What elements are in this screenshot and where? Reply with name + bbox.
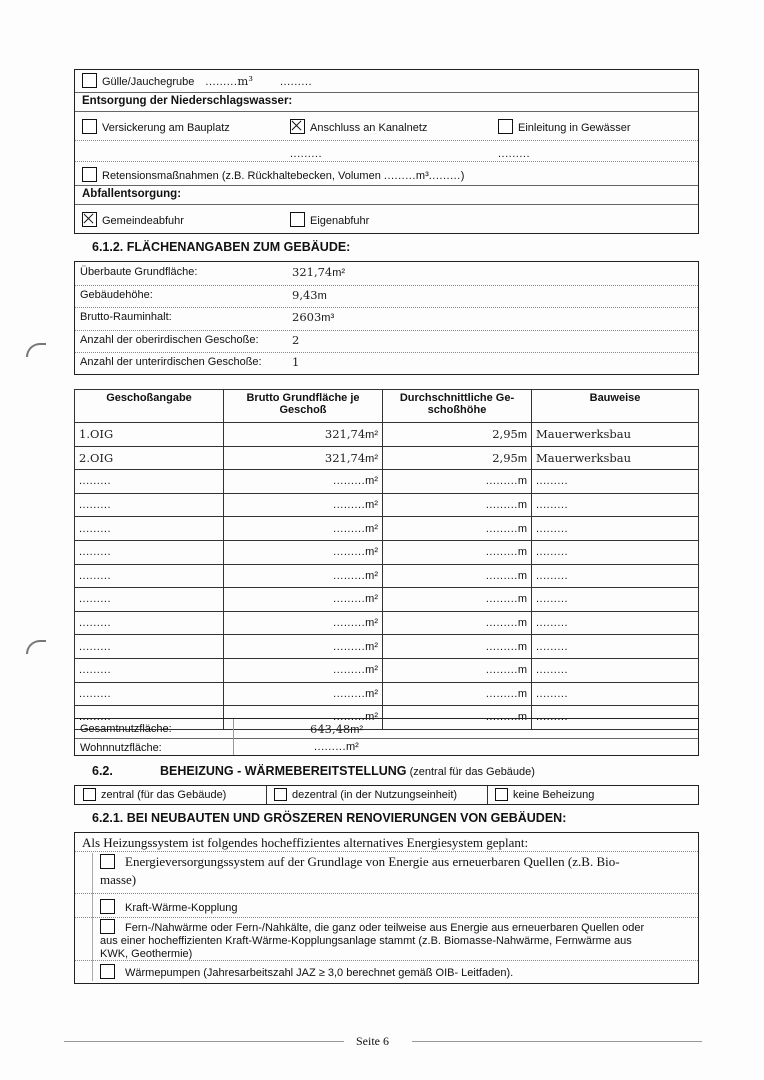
- floor-name-cell: [75, 517, 224, 541]
- waermepumpe-label: Wärmepumpen (Jahresarbeitszahl JAZ ≥ 3,0 berechnet gemäß OIB- Leitfaden).: [125, 967, 514, 979]
- floor-name-cell: [75, 611, 224, 635]
- gesamt-value: 643,48: [310, 722, 351, 736]
- floor-area-unit: m²: [365, 687, 378, 700]
- floor-area-unit: m²: [365, 617, 378, 630]
- wohn-unit: m²: [346, 741, 359, 753]
- floor-bauweise: .........: [536, 687, 569, 700]
- fernwaerme-label-line1: Fern-/Nahwärme oder Fern-/Nahkälte, die ganz oder teilweise aus Energie aus erneuerbaren Quellen oder: [125, 922, 645, 934]
- section-621-title: 6.2.1. BEI NEUBAUTEN UND GRÖSZEREN RENOVIERUNGEN VON GEBÄUDEN:: [92, 811, 567, 825]
- floor-bauweise: .........: [536, 711, 569, 724]
- floor-area-unit: m²: [365, 569, 378, 582]
- gewaesser-checkbox[interactable]: [498, 119, 513, 134]
- area-row-value: 2: [292, 332, 300, 347]
- kanalnetz-option[interactable]: [290, 119, 427, 134]
- floor-area-unit: m²: [365, 475, 378, 488]
- floor-row: [75, 682, 699, 706]
- floor-height-unit: m: [517, 687, 527, 700]
- gemeinde-checkbox-checked[interactable]: [82, 212, 97, 227]
- floor-height: .........: [485, 640, 518, 653]
- floor-area: .........: [333, 499, 366, 512]
- area-row-label: Überbaute Grundfläche:: [80, 266, 198, 278]
- floor-row: [75, 470, 699, 494]
- kanalnetz-dots: .........: [290, 148, 323, 160]
- floor-area-unit: m²: [365, 711, 378, 724]
- header-brutto: Brutto Grundfläche je Geschoß: [224, 390, 383, 423]
- floor-area-unit: m²: [365, 664, 378, 677]
- floor-height-cell: [383, 635, 532, 659]
- page-number: Seite 6: [356, 1034, 389, 1048]
- floor-bauweise: .........: [536, 546, 569, 559]
- floor-bauweise-cell: [532, 470, 699, 494]
- floor-height-cell: [383, 423, 532, 447]
- versickerung-option[interactable]: [82, 119, 230, 134]
- energy-option-renewable[interactable]: [100, 853, 690, 889]
- floor-name: 2.OIG: [79, 450, 114, 465]
- floor-height: .........: [485, 522, 518, 535]
- gewaesser-dots: .........: [498, 148, 531, 160]
- floor-name: 1.OIG: [79, 427, 114, 442]
- floor-height: .........: [485, 499, 518, 512]
- kwk-checkbox[interactable]: [100, 899, 115, 914]
- heizung-zentral-checkbox[interactable]: [83, 788, 96, 801]
- heizung-keine-label: keine Beheizung: [513, 789, 595, 801]
- floor-area-cell: [224, 588, 383, 612]
- floor-height-unit: m: [517, 522, 527, 535]
- floor-height-cell: [383, 493, 532, 517]
- area-row: [80, 311, 172, 323]
- floor-name: .........: [79, 640, 112, 653]
- floor-area-cell: [224, 493, 383, 517]
- floor-bauweise-cell: [532, 517, 699, 541]
- floor-area-unit: m²: [365, 546, 378, 559]
- floor-area: .........: [333, 475, 366, 488]
- floor-row: [75, 446, 699, 470]
- guelle-unit: m³: [237, 74, 253, 88]
- retension-volume-dots: .........: [383, 170, 416, 182]
- floor-name-cell: [75, 682, 224, 706]
- wohn-value: .........: [314, 741, 347, 753]
- gemeinde-label: Gemeindeabfuhr: [102, 215, 184, 227]
- floor-bauweise-cell: [532, 588, 699, 612]
- kanalnetz-checkbox-checked[interactable]: [290, 119, 305, 134]
- guelle-checkbox[interactable]: [82, 73, 97, 88]
- floor-name-cell: [75, 635, 224, 659]
- floor-area-unit: m²: [365, 522, 378, 535]
- area-row-value: 1: [292, 355, 300, 370]
- floor-bauweise-cell: [532, 564, 699, 588]
- floor-bauweise: .........: [536, 617, 569, 630]
- floor-area: .........: [333, 664, 366, 677]
- floor-bauweise-cell: [532, 446, 699, 470]
- header-hoehe: Durchschnittliche Ge-schoßhöhe: [383, 390, 532, 423]
- heizung-keine-checkbox[interactable]: [495, 788, 508, 801]
- waermepumpe-checkbox[interactable]: [100, 964, 115, 979]
- floor-height-cell: [383, 446, 532, 470]
- floor-name: .........: [79, 569, 112, 582]
- gesamt-unit: m²: [350, 724, 364, 736]
- energy-option-fernwaerme[interactable]: [100, 919, 694, 961]
- floor-height-cell: [383, 588, 532, 612]
- floor-bauweise: Mauerwerksbau: [536, 450, 631, 465]
- floor-bauweise-cell: [532, 493, 699, 517]
- gesamt-label: Gesamtnutzfläche:: [80, 723, 172, 735]
- guelle-extra-dots: .........: [280, 76, 313, 88]
- floor-bauweise-cell: [532, 540, 699, 564]
- floor-area: 321,74: [324, 427, 366, 442]
- section-62-heading: [160, 764, 535, 778]
- binder-hole-mark: [26, 343, 46, 357]
- fernwaerme-checkbox[interactable]: [100, 919, 115, 934]
- guelle-dots: .........: [205, 76, 238, 88]
- gesamt-value-field: [310, 722, 363, 736]
- area-row-label: Gebäudehöhe:: [80, 288, 153, 301]
- floor-row: [75, 423, 699, 447]
- header-geschoss: Geschoßangabe: [75, 390, 224, 423]
- area-row: [80, 356, 262, 368]
- floor-height: .........: [485, 664, 518, 677]
- wohn-value-field: [314, 741, 359, 753]
- area-row: [80, 334, 259, 346]
- floor-area-cell: [224, 540, 383, 564]
- renewable-label-line2: masse): [100, 872, 137, 887]
- floor-name: .........: [79, 499, 112, 512]
- floor-area-cell: [224, 517, 383, 541]
- floor-height: .........: [485, 687, 518, 700]
- floor-area-cell: [224, 658, 383, 682]
- retension-checkbox[interactable]: [82, 167, 97, 182]
- floor-area: .........: [333, 546, 366, 559]
- floor-bauweise-cell: [532, 682, 699, 706]
- floor-row: [75, 564, 699, 588]
- floor-height-unit: m: [517, 452, 527, 465]
- floor-area: .........: [333, 593, 366, 606]
- retension-close-paren: ): [460, 170, 465, 182]
- floor-area: .........: [333, 569, 366, 582]
- floor-height-unit: m: [517, 711, 527, 724]
- floor-name-cell: [75, 564, 224, 588]
- floor-height-unit: m: [517, 640, 527, 653]
- floor-height-cell: [383, 682, 532, 706]
- floor-height-unit: m: [517, 569, 527, 582]
- renewable-label-line1: Energieversorgungssystem auf der Grundlage von Energie aus erneuerbaren Quellen (z.B. Bio-: [125, 854, 620, 869]
- floor-row: [75, 517, 699, 541]
- floor-area-unit: m²: [365, 452, 378, 465]
- retension-label: Retensionsmaßnahmen (z.B. Rückhaltebecken, Volumen: [102, 170, 381, 182]
- floor-name-cell: [75, 446, 224, 470]
- floor-name-cell: [75, 493, 224, 517]
- floor-name: .........: [79, 711, 112, 724]
- area-row: [80, 266, 197, 278]
- floor-height: .........: [485, 475, 518, 488]
- floor-name: .........: [79, 687, 112, 700]
- floor-area-unit: m²: [365, 593, 378, 606]
- floor-bauweise-cell: [532, 423, 699, 447]
- floor-name: .........: [79, 546, 112, 559]
- floor-area-cell: [224, 470, 383, 494]
- section-612-title: 6.1.2. FLÄCHENANGABEN ZUM GEBÄUDE:: [92, 240, 351, 254]
- floor-height-cell: [383, 540, 532, 564]
- area-row-value-field: [292, 333, 299, 347]
- area-row-value: 9,43: [292, 287, 318, 302]
- area-row-label: Anzahl der unterirdischen Geschoße:: [80, 356, 262, 369]
- floor-height: .........: [485, 546, 518, 559]
- area-row-value-field: [292, 310, 334, 324]
- fernwaerme-label-line2: aus einer hocheffizienten Kraft-Wärme-Kopplungsanlage stammt (z.B. Biomasse-Nahwärme, Fernwärme aus: [100, 935, 632, 947]
- heizung-keine-option[interactable]: [495, 788, 594, 801]
- floor-bauweise-cell: [532, 658, 699, 682]
- floor-area: .........: [333, 640, 366, 653]
- energy-option-waermepumpe[interactable]: [100, 964, 513, 979]
- floor-height: .........: [485, 711, 518, 724]
- area-row-value: 321,74: [292, 265, 333, 279]
- floor-name-cell: [75, 658, 224, 682]
- disposal-section-frame: [74, 69, 699, 234]
- floor-name-cell: [75, 470, 224, 494]
- retension-option[interactable]: [82, 167, 464, 182]
- floor-bauweise: .........: [536, 640, 569, 653]
- header-bauweise: Bauweise: [532, 390, 699, 423]
- heizung-zentral-label: zentral (für das Gebäude): [101, 789, 227, 801]
- section-62-title: BEHEIZUNG - WÄRMEBEREITSTELLUNG: [160, 764, 407, 778]
- floor-bauweise-cell: [532, 611, 699, 635]
- floor-row: [75, 658, 699, 682]
- floor-bauweise-cell: [532, 635, 699, 659]
- floor-height-unit: m: [517, 546, 527, 559]
- area-row-unit: m³: [321, 312, 335, 325]
- area-row-value-field: [292, 288, 327, 302]
- eigen-checkbox[interactable]: [290, 212, 305, 227]
- versickerung-label: Versickerung am Bauplatz: [102, 122, 230, 134]
- section-62-number: 6.2.: [92, 764, 113, 778]
- area-row-label: Anzahl der oberirdischen Geschoße:: [80, 333, 259, 346]
- area-row-value-field: [292, 355, 299, 369]
- area-row-value-field: [292, 265, 345, 279]
- floor-name-cell: [75, 588, 224, 612]
- retension-extra-dots: .........: [428, 170, 461, 182]
- area-row-unit: m²: [332, 267, 346, 279]
- energy-intro: Als Heizungssystem ist folgendes hocheffizientes alternatives Energiesystem geplant:: [82, 835, 529, 850]
- floor-height: 2,95: [492, 450, 518, 465]
- floor-name: .........: [79, 664, 112, 677]
- floor-row: [75, 588, 699, 612]
- floor-bauweise: .........: [536, 593, 569, 606]
- gewaesser-option[interactable]: [498, 119, 631, 134]
- floor-height: .........: [485, 593, 518, 606]
- floor-row: [75, 493, 699, 517]
- fernwaerme-label-line3: KWK, Geothermie): [100, 948, 193, 960]
- floor-area-unit: m²: [365, 640, 378, 653]
- heizung-zentral-option[interactable]: [83, 788, 226, 801]
- floor-area: .........: [333, 711, 366, 724]
- floor-area: .........: [333, 687, 366, 700]
- floor-name-cell: [75, 540, 224, 564]
- floor-height: .........: [485, 569, 518, 582]
- floor-height-unit: m: [517, 593, 527, 606]
- floor-height-cell: [383, 470, 532, 494]
- floor-area-unit: m²: [365, 499, 378, 512]
- floor-height-unit: m: [517, 617, 527, 630]
- floor-area-cell: [224, 564, 383, 588]
- floor-name: .........: [79, 617, 112, 630]
- retension-unit: m³: [415, 170, 429, 182]
- floor-row: [75, 540, 699, 564]
- floor-name: .........: [79, 475, 112, 488]
- floor-name-cell: [75, 423, 224, 447]
- renewable-checkbox[interactable]: [100, 854, 115, 869]
- floor-bauweise: Mauerwerksbau: [536, 427, 631, 442]
- eigen-label: Eigenabfuhr: [310, 215, 370, 227]
- floor-height-cell: [383, 611, 532, 635]
- guelle-row: [82, 73, 312, 88]
- floor-row: [75, 611, 699, 635]
- floor-height-unit: m: [517, 429, 527, 442]
- floor-area: .........: [333, 522, 366, 535]
- guelle-label: Gülle/Jauchegrube: [102, 76, 195, 88]
- gewaesser-label: Einleitung in Gewässer: [518, 122, 631, 134]
- floor-height-cell: [383, 564, 532, 588]
- kanalnetz-label: Anschluss an Kanalnetz: [310, 122, 428, 134]
- floor-bauweise: .........: [536, 475, 569, 488]
- eigen-option[interactable]: [290, 212, 369, 227]
- area-row-unit: m: [317, 289, 327, 302]
- floor-height-cell: [383, 658, 532, 682]
- heizung-dezentral-option[interactable]: [274, 788, 457, 801]
- gemeinde-option[interactable]: [82, 212, 184, 227]
- floor-area-cell: [224, 682, 383, 706]
- floor-bauweise: .........: [536, 522, 569, 535]
- floor-height-unit: m: [517, 499, 527, 512]
- floor-bauweise: .........: [536, 664, 569, 677]
- floor-name: .........: [79, 593, 112, 606]
- floor-height: 2,95: [492, 427, 518, 442]
- floor-area-cell: [224, 635, 383, 659]
- versickerung-checkbox[interactable]: [82, 119, 97, 134]
- niederschlag-heading: Entsorgung der Niederschlagswasser:: [82, 95, 293, 107]
- heizung-dezentral-checkbox[interactable]: [274, 788, 287, 801]
- floor-height-unit: m: [517, 664, 527, 677]
- abfall-heading: Abfallentsorgung:: [82, 188, 182, 200]
- floor-bauweise: .........: [536, 499, 569, 512]
- area-row: [80, 289, 153, 301]
- floor-bauweise: .........: [536, 569, 569, 582]
- floor-area: 321,74: [324, 450, 366, 465]
- floor-name: .........: [79, 522, 112, 535]
- floor-area-cell: [224, 611, 383, 635]
- floor-area-cell: [224, 423, 383, 447]
- kwk-label: Kraft-Wärme-Kopplung: [125, 902, 238, 914]
- floor-row: [75, 635, 699, 659]
- area-row-value: 2603: [292, 310, 322, 325]
- floors-table: [74, 389, 699, 730]
- heizung-dezentral-label: dezentral (in der Nutzungseinheit): [292, 789, 458, 801]
- floor-height: .........: [485, 617, 518, 630]
- energy-option-kwk[interactable]: [100, 899, 238, 914]
- area-row-label: Brutto-Rauminhalt:: [80, 311, 172, 324]
- binder-hole-mark: [26, 640, 46, 654]
- section-62-suffix: (zentral für das Gebäude): [409, 766, 535, 778]
- floor-area: .........: [333, 617, 366, 630]
- floor-area-cell: [224, 446, 383, 470]
- floor-area-unit: m²: [365, 429, 378, 442]
- floor-height-unit: m: [517, 475, 527, 488]
- floor-height-cell: [383, 517, 532, 541]
- wohn-label: Wohnnutzfläche:: [80, 742, 162, 754]
